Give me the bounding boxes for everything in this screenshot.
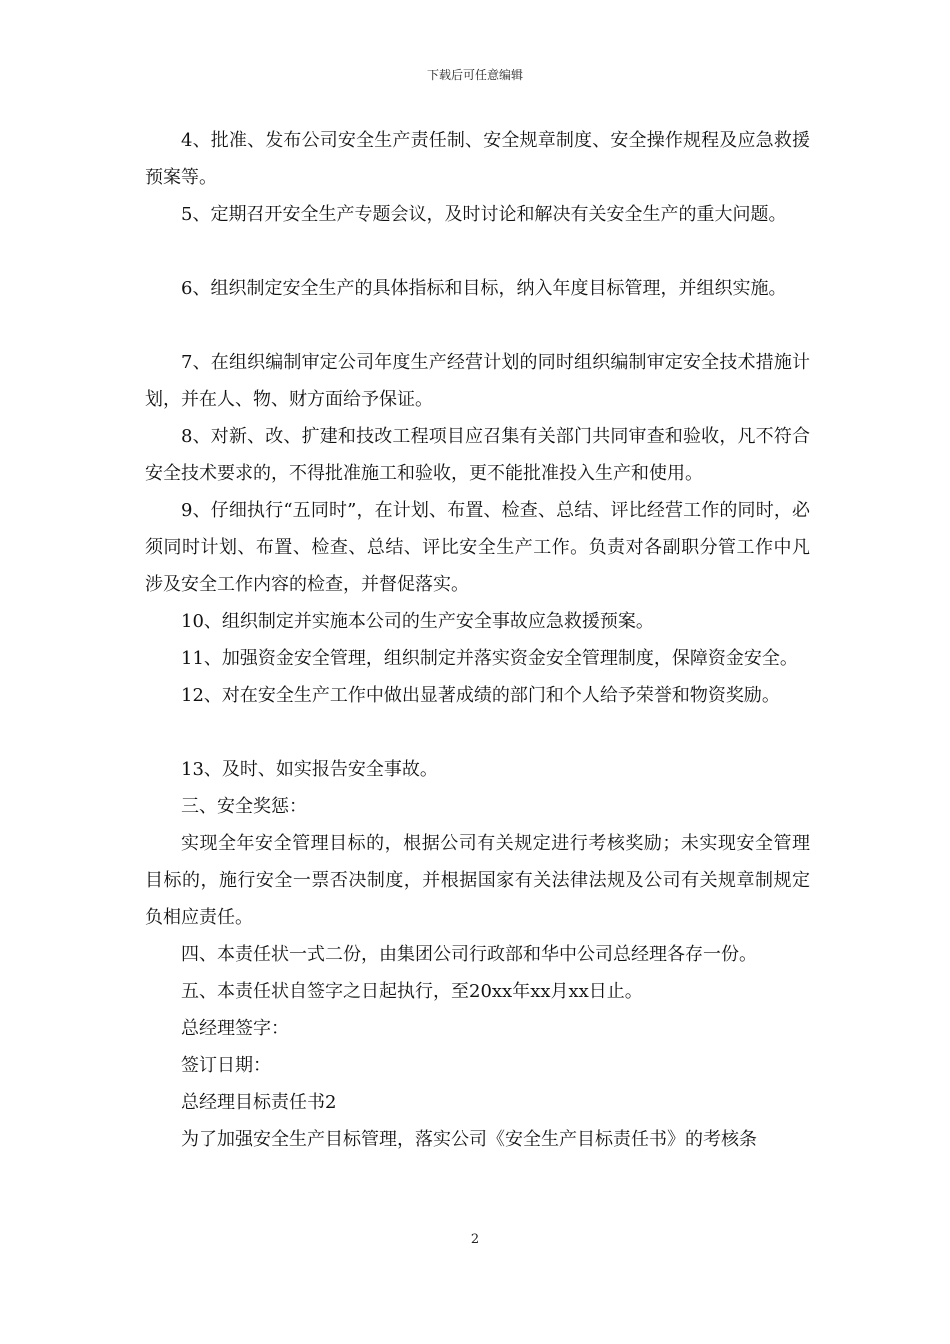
page-header: 下载后可任意编辑 xyxy=(426,68,523,82)
paragraph-item-13: 13、及时、如实报告安全事故。 xyxy=(181,759,438,780)
page-number: 2 xyxy=(470,1232,480,1247)
paragraph-rewards-body: 实现全年安全管理目标的，根据公司有关规定进行考核奖励；未实现安全管理目标的，施行安全一票否决制度，并根据国家有关法律法规及公司有关规章制规定负相应责任。 xyxy=(145,833,810,928)
paragraph-copies: 四、本责任状一式二份，由集团公司行政部和华中公司总经理各存一份。 xyxy=(181,944,757,965)
paragraph-item-6: 6、组织制定安全生产的具体指标和目标，纳入年度目标管理，并组织实施。 xyxy=(181,278,787,299)
paragraph-item-4: 4、批准、发布公司安全生产责任制、安全规章制度、安全操作规程及应急救援预案等。 xyxy=(145,130,810,188)
signature-label: 总经理签字： xyxy=(181,1018,289,1039)
signing-date-label: 签订日期： xyxy=(181,1055,271,1076)
section-title-2: 总经理目标责任书2 xyxy=(181,1092,337,1113)
paragraph-item-9: 9、仔细执行“五同时”，在计划、布置、检查、总结、评比经营工作的同时，必须同时计划、布置、检查、总结、评比安全生产工作。负责对各副职分管工作中凡涉及安全工作内容的检查，并督促落实。 xyxy=(145,500,810,595)
paragraph-intro-2: 为了加强安全生产目标管理，落实公司《安全生产目标责任书》的考核条 xyxy=(181,1129,757,1150)
paragraph-item-11: 11、加强资金安全管理，组织制定并落实资金安全管理制度，保障资金安全。 xyxy=(181,648,798,669)
document-body xyxy=(145,122,810,1158)
paragraph-item-5: 5、定期召开安全生产专题会议，及时讨论和解决有关安全生产的重大问题。 xyxy=(181,204,787,225)
paragraph-item-10: 10、组织制定并实施本公司的生产安全事故应急救援预案。 xyxy=(181,611,654,632)
paragraph-item-8: 8、对新、改、扩建和技改工程项目应召集有关部门共同审查和验收，凡不符合安全技术要求的，不得批准施工和验收，更不能批准投入生产和使用。 xyxy=(145,426,810,484)
paragraph-item-7: 7、在组织编制审定公司年度生产经营计划的同时组织编制审定安全技术措施计划，并在人、物、财方面给予保证。 xyxy=(145,352,810,410)
section-heading-rewards: 三、安全奖惩： xyxy=(181,796,307,817)
paragraph-item-12: 12、对在安全生产工作中做出显著成绩的部门和个人给予荣誉和物资奖励。 xyxy=(181,685,780,706)
paragraph-effective-date: 五、本责任状自签字之日起执行，至20xx年xx月xx日止。 xyxy=(181,981,643,1002)
